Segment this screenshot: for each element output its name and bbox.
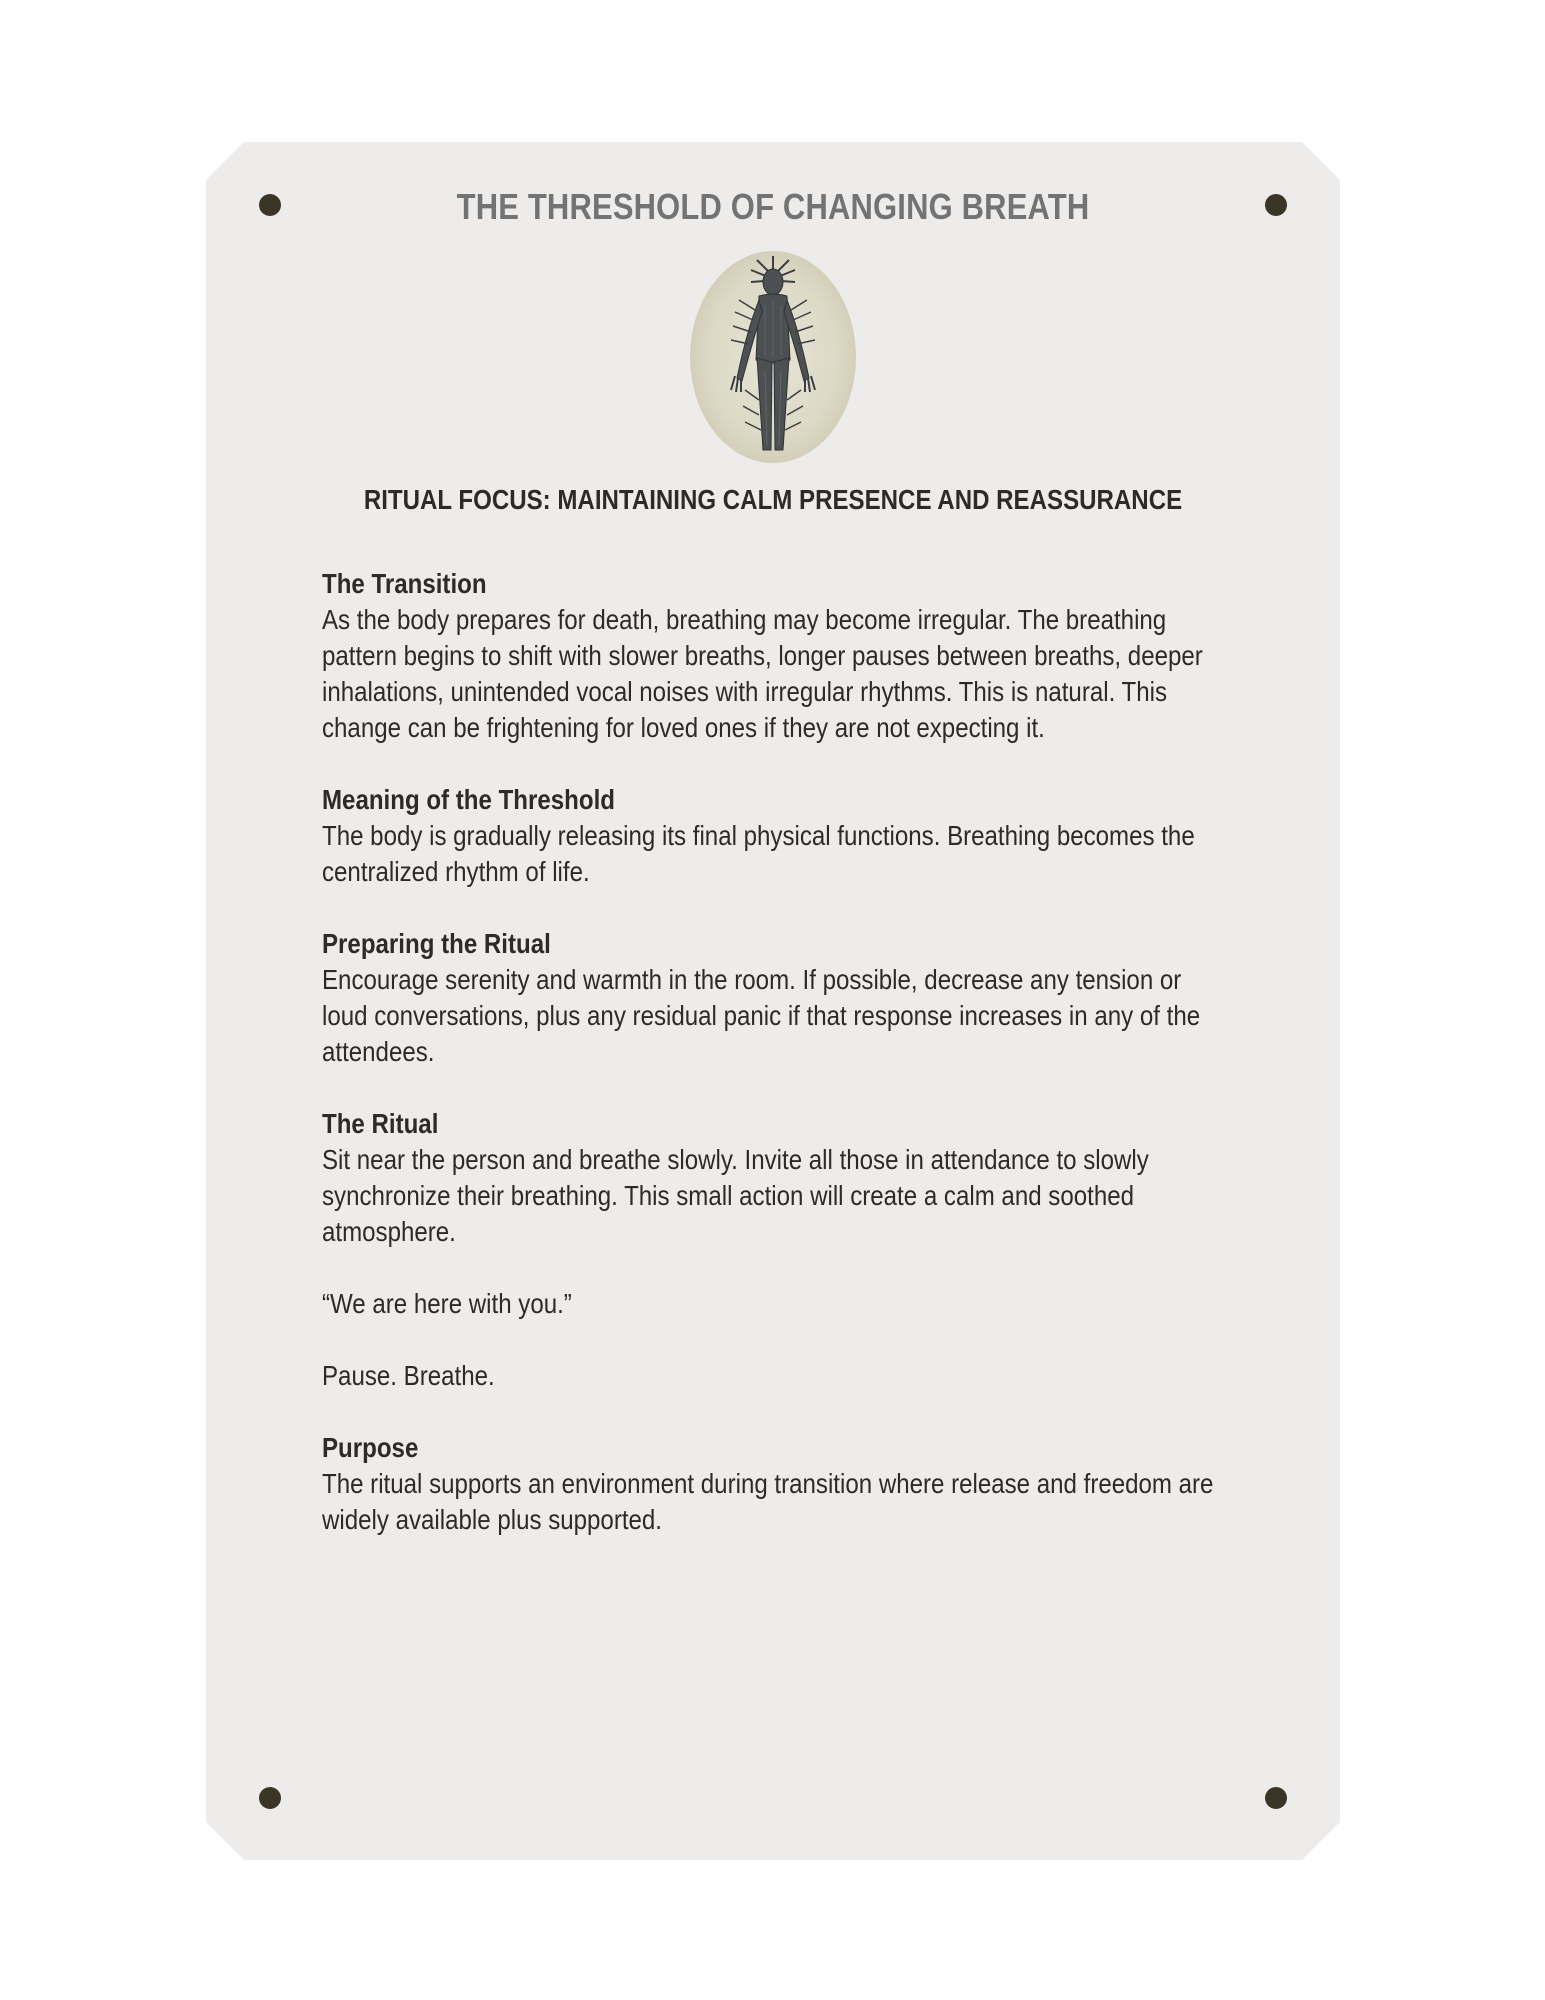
section-heading: The Transition xyxy=(322,568,487,599)
section-ritual xyxy=(322,1106,1216,1250)
section-preparing xyxy=(322,926,1216,1070)
section-meaning xyxy=(322,782,1216,890)
section-heading: Purpose xyxy=(322,1432,419,1463)
rivet-bottom-left-icon xyxy=(259,1787,281,1809)
feathered-figure-icon xyxy=(689,250,857,464)
section-text: The ritual supports an environment during transition where release and freedom are widely available plus supported. xyxy=(322,1468,1214,1535)
section-heading: Meaning of the Threshold xyxy=(322,784,615,815)
section-text: The body is gradually releasing its final physical functions. Breathing becomes the centralized rhythm of life. xyxy=(322,820,1195,887)
document-body xyxy=(322,566,1216,1574)
page-title: THE THRESHOLD OF CHANGING BREATH xyxy=(456,186,1090,227)
rivet-top-right-icon xyxy=(1265,194,1287,216)
section-heading: The Ritual xyxy=(322,1108,439,1139)
section-heading: Preparing the Ritual xyxy=(322,928,551,959)
section-text: As the body prepares for death, breathing may become irregular. The breathing pattern begins to shift with slower breaths, longer pauses between breaths, deeper inhalations, unintended vocal noises with irregular rhythms. This is natural. This change can be frightening for loved ones if they are not expecting it. xyxy=(322,604,1203,743)
section-transition xyxy=(322,566,1216,746)
ritual-instruction: Pause. Breathe. xyxy=(322,1360,495,1391)
rivet-top-left-icon xyxy=(259,194,281,216)
section-purpose xyxy=(322,1430,1216,1538)
section-text: Encourage serenity and warmth in the room. If possible, decrease any tension or loud conversations, plus any residual panic if that response increases in any of the attendees. xyxy=(322,964,1201,1067)
rivet-bottom-right-icon xyxy=(1265,1787,1287,1809)
section-text: Sit near the person and breathe slowly. Invite all those in attendance to slowly synchronize their breathing. This small action will create a calm and soothed atmosphere. xyxy=(322,1144,1149,1247)
ritual-quote: “We are here with you.” xyxy=(322,1288,572,1319)
ritual-focus-heading: RITUAL FOCUS: MAINTAINING CALM PRESENCE AND REASSURANCE xyxy=(363,484,1183,515)
